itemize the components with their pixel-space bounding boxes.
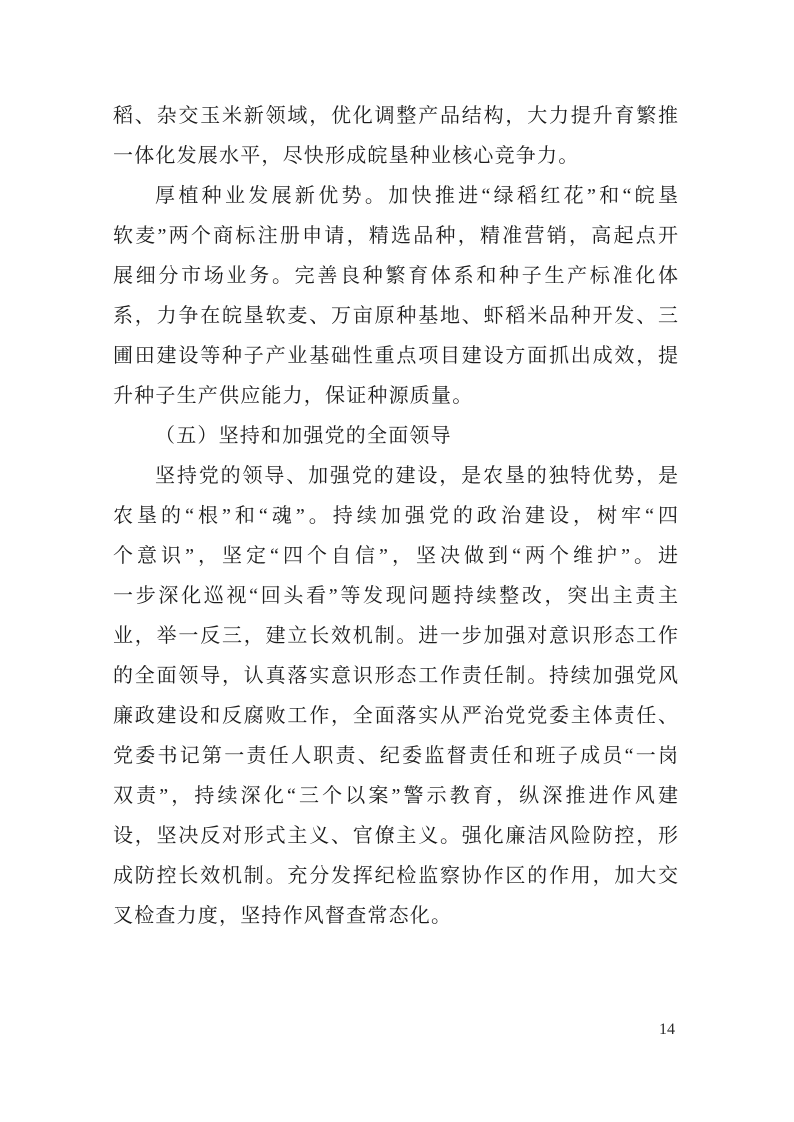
text-line: 圃田建设等种子产业基础性重点项目建设方面抓出成效，提	[113, 345, 678, 367]
text-line: 坚持党的领导、加强党的建设，是农垦的独特优势，是	[155, 465, 678, 487]
section-heading: （五）坚持和加强党的全面领导	[155, 425, 452, 447]
text-line: 系，力争在皖垦软麦、万亩原种基地、虾稻米品种开发、三	[113, 305, 678, 327]
text-line: 一步深化巡视“回头看”等发现问题持续整改，突出主责主	[113, 585, 678, 607]
text-line: 展细分市场业务。完善良种繁育体系和种子生产标准化体	[113, 265, 678, 287]
text-line: 升种子生产供应能力，保证种源质量。	[113, 385, 474, 407]
text-line: 成防控长效机制。充分发挥纪检监察协作区的作用，加大交	[113, 865, 678, 887]
page-footer	[0, 1018, 794, 1042]
text-line: 业，举一反三，建立长效机制。进一步加强对意识形态工作	[113, 625, 678, 647]
text-line: 稻、杂交玉米新领域，优化调整产品结构，大力提升育繁推	[113, 105, 678, 127]
text-line: 叉检查力度，坚持作风督查常态化。	[113, 905, 453, 927]
text-line: 个意识”，坚定“四个自信”，坚决做到“两个维护”。进	[113, 545, 678, 567]
text-line: 一体化发展水平，尽快形成皖垦种业核心竞争力。	[113, 145, 580, 167]
text-line: 的全面领导，认真落实意识形态工作责任制。持续加强党风	[113, 665, 678, 687]
page-number: 14	[659, 1021, 675, 1038]
text-line: 双责”，持续深化“三个以案”警示教育，纵深推进作风建	[113, 785, 678, 807]
text-line: 党委书记第一责任人职责、纪委监督责任和班子成员“一岗	[113, 745, 678, 767]
text-line: 软麦”两个商标注册申请，精选品种，精准营销，高起点开	[113, 225, 678, 247]
text-line: 廉政建设和反腐败工作，全面落实从严治党党委主体责任、	[113, 705, 678, 727]
text-line: 厚植种业发展新优势。加快推进“绿稻红花”和“皖垦	[155, 185, 678, 207]
text-line: 农垦的“根”和“魂”。持续加强党的政治建设，树牢“四	[113, 505, 678, 527]
document-body	[113, 96, 678, 936]
text-line: 设，坚决反对形式主义、官僚主义。强化廉洁风险防控，形	[113, 825, 678, 847]
